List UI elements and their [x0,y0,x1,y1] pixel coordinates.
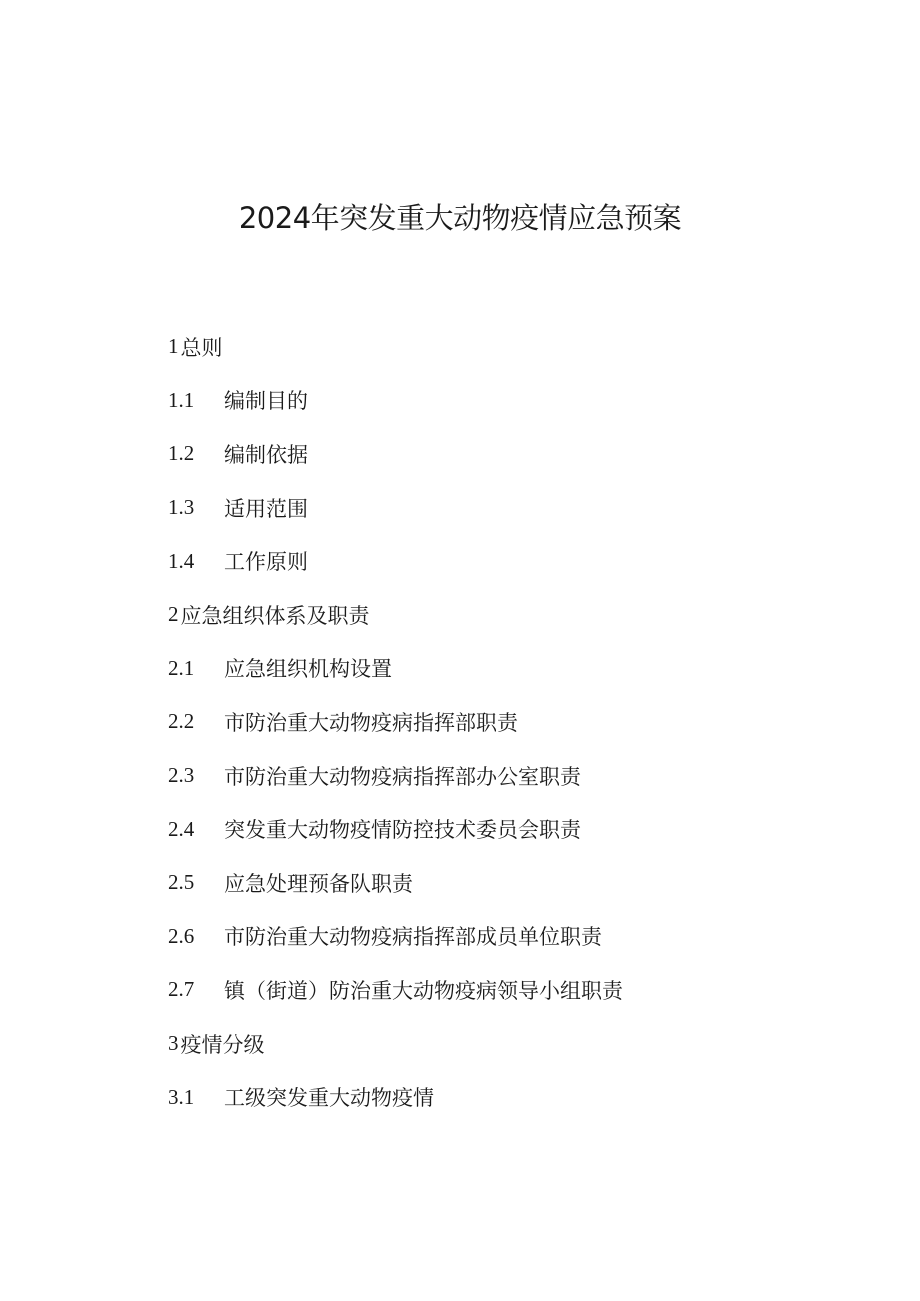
toc-item-label: 编制依据 [224,442,308,467]
toc-subsection-item [168,695,868,749]
toc-subsection-item [168,963,868,1017]
toc-item-label: 市防治重大动物疫病指挥部成员单位职责 [224,925,602,950]
toc-subsection-item [168,534,868,588]
toc-subsection-item [168,910,868,964]
toc-item-number: 2.3 [168,763,195,788]
toc-item-number: 1.2 [168,441,195,466]
toc-item-number: 2.4 [168,816,195,841]
table-of-contents [168,320,868,1124]
toc-item-label: 应急组织体系及职责 [180,603,370,628]
toc-item-label: 编制目的 [224,389,308,414]
toc-item-label: 适用范围 [224,496,308,521]
toc-item-number: 3.1 [168,1084,195,1109]
toc-item-number: 3 [168,1031,179,1056]
toc-item-label: 工级突发重大动物疫情 [224,1086,434,1111]
toc-subsection-item [168,802,868,856]
toc-subsection-item [168,481,868,535]
toc-item-number: 2.5 [168,870,195,895]
toc-item-number: 1.4 [168,548,195,573]
toc-item-label: 市防治重大动物疫病指挥部职责 [224,710,518,735]
toc-section-heading [168,320,868,374]
toc-item-number: 1.1 [168,387,195,412]
toc-item-label: 应急组织机构设置 [224,657,392,682]
toc-item-number: 2 [168,602,179,627]
toc-item-label: 市防治重大动物疫病指挥部办公室职责 [224,764,581,789]
toc-subsection-item [168,427,868,481]
toc-subsection-item [168,856,868,910]
toc-section-heading [168,588,868,642]
toc-item-label: 工作原则 [224,550,308,575]
toc-item-number: 2.7 [168,977,195,1002]
toc-item-label: 突发重大动物疫情防控技术委员会职责 [224,818,581,843]
toc-item-label: 疫情分级 [180,1032,265,1057]
page-title: 2024年突发重大动物疫情应急预案 [238,201,682,235]
toc-subsection-item [168,374,868,428]
toc-item-label: 总则 [180,335,223,360]
toc-item-number: 1.3 [168,495,195,520]
toc-subsection-item [168,749,868,803]
toc-item-number: 2.2 [168,709,195,734]
toc-item-label: 应急处理预备队职责 [224,871,413,896]
toc-item-number: 1 [168,334,179,359]
toc-item-number: 2.1 [168,655,195,680]
toc-item-number: 2.6 [168,923,195,948]
toc-subsection-item [168,1070,868,1124]
toc-subsection-item [168,642,868,696]
toc-item-label: 镇（街道）防治重大动物疫病领导小组职责 [224,978,623,1003]
toc-section-heading [168,1017,868,1071]
